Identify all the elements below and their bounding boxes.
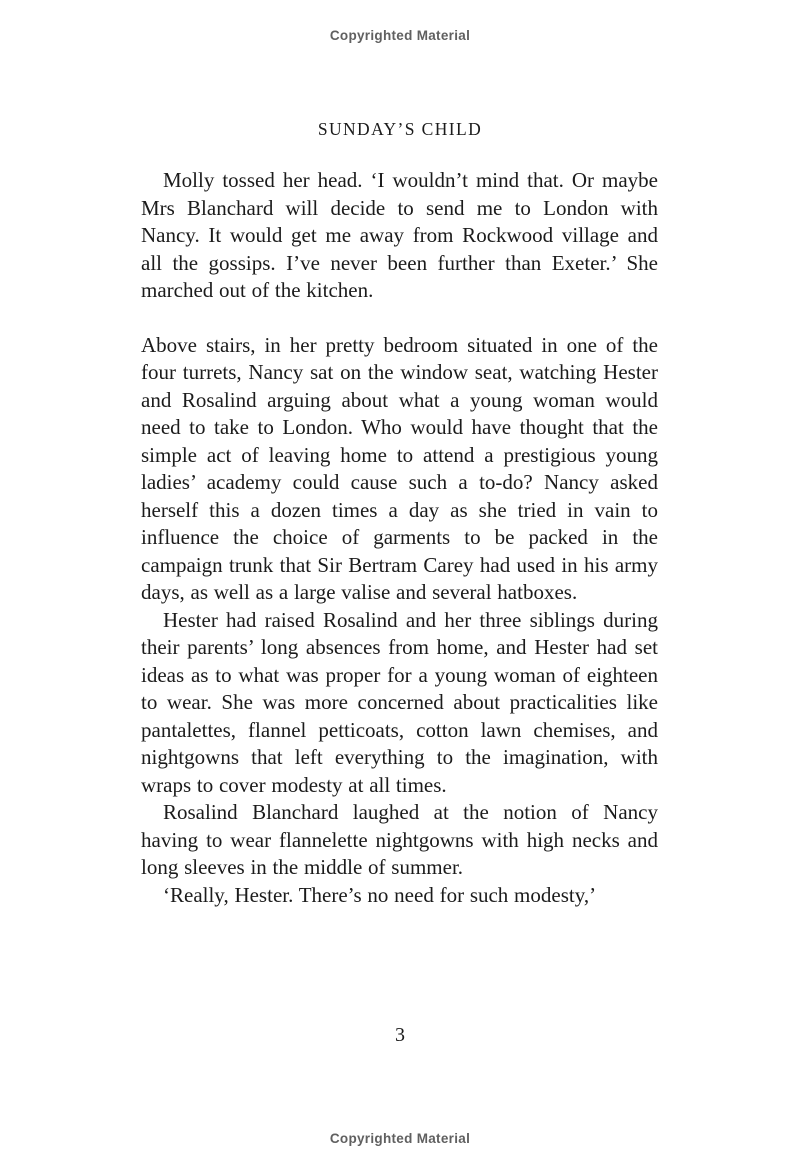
paragraph: Above stairs, in her pretty bedroom situated in one of the four turrets, Nancy sat on the window seat, watching Hester and Rosalind arguing about what a young woman would need to take to London. Who would have thought that the simple act of leaving home to attend a prestigious young ladies’ academy could cause such a to-do? Nancy asked herself this a dozen times a day as she tried in vain to influence the choice of garments to be packed in the campaign trunk that Sir Bertram Carey had used in his army days, as well as a large valise and several hatboxes.: [141, 332, 658, 604]
copyright-notice-bottom: Copyrighted Material: [329, 1131, 471, 1146]
page-number: 3: [395, 1024, 405, 1046]
paragraph: Hester had raised Rosalind and her three siblings during their parents’ long absences from home, and Hester had set ideas as to what was proper for a young woman of eighteen to wear. She was more concerned about practicalities like pantalettes, flannel petticoats, cotton lawn chemises, and nightgowns that left everything to the imagination, with wraps to cover modesty at all times.: [141, 607, 658, 797]
body-text: [141, 167, 658, 909]
running-head: SUNDAY’S CHILD: [317, 119, 483, 139]
paragraph: ‘Really, Hester. There’s no need for such modesty,’: [163, 882, 597, 907]
paragraph: Molly tossed her head. ‘I wouldn’t mind that. Or maybe Mrs Blanchard will decide to send me to London with Nancy. It would get me away from Rockwood village and all the gossips. I’ve never been further than Exeter.’ She marched out of the kitchen.: [141, 168, 658, 302]
copyright-notice-top: Copyrighted Material: [329, 28, 471, 43]
paragraph: Rosalind Blanchard laughed at the notion of Nancy having to wear flannelette nightgowns with high necks and long sleeves in the middle of summer.: [141, 800, 658, 879]
